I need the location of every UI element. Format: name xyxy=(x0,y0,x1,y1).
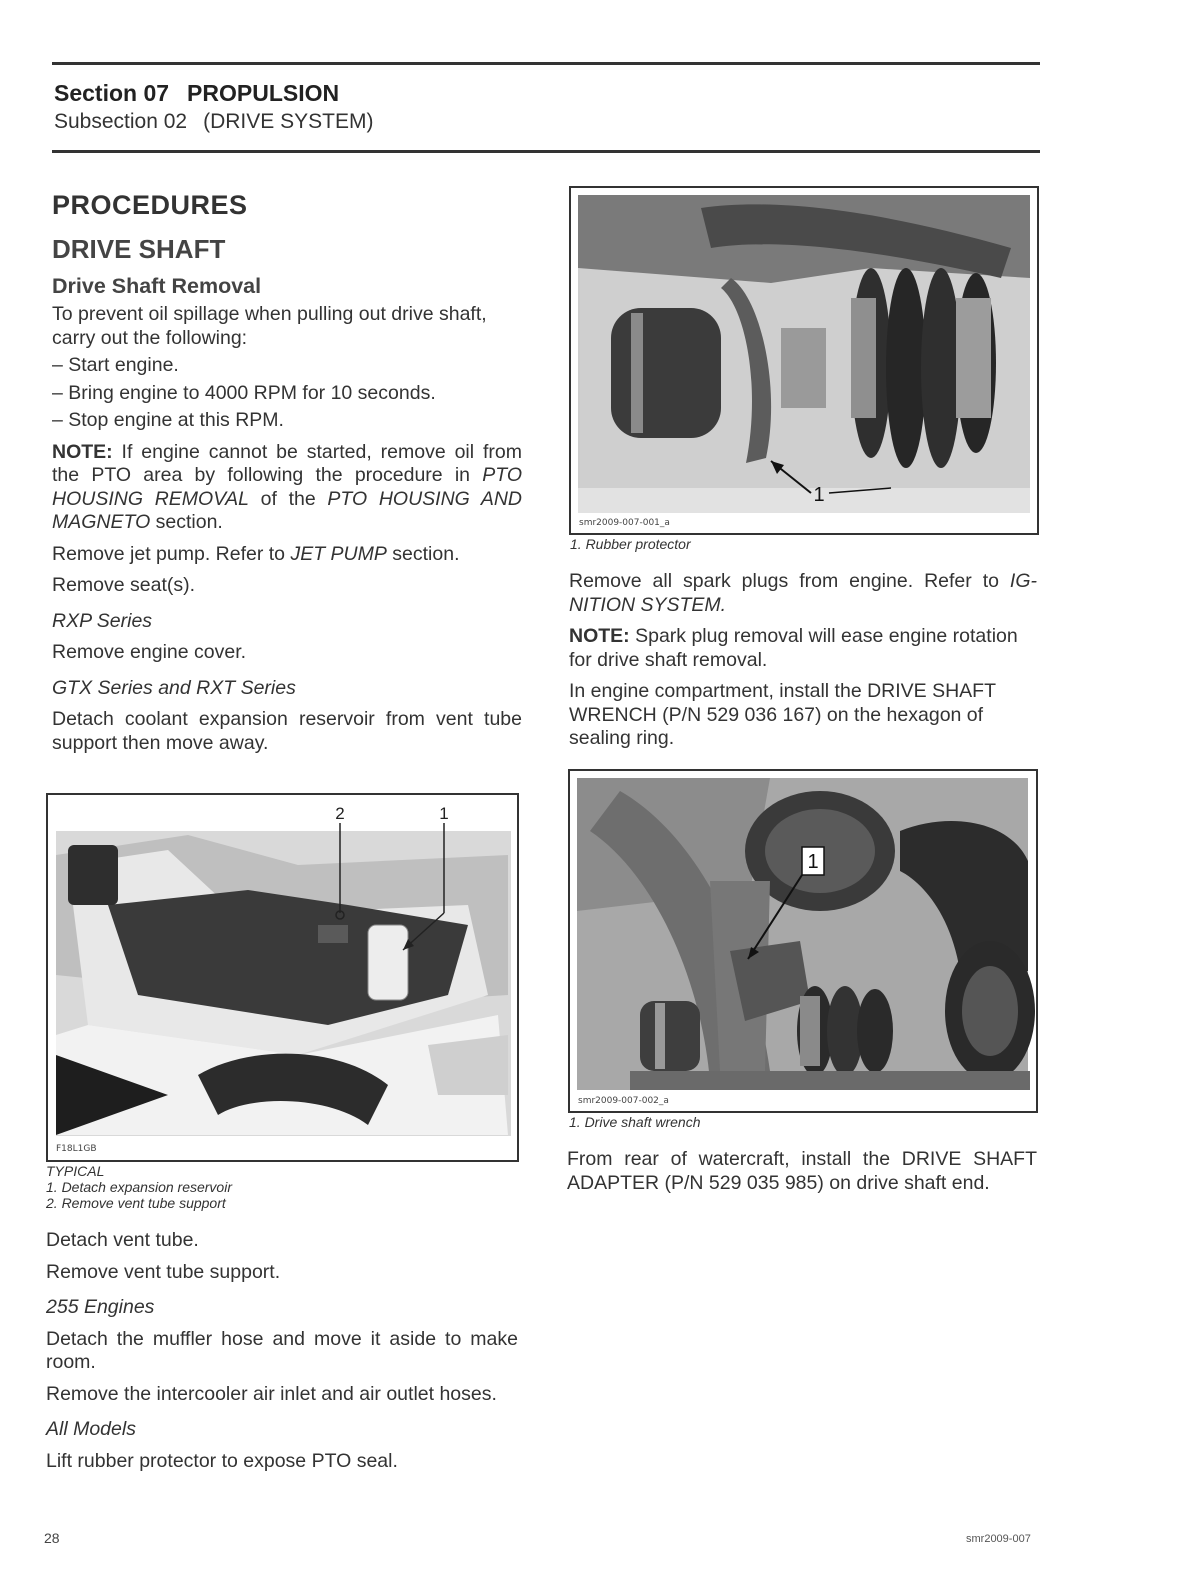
ignition-system-ref: IG-NITION SYSTEM. xyxy=(569,570,1037,616)
remove-seats: Remove seat(s). xyxy=(52,574,196,596)
page-number: 28 xyxy=(44,1530,60,1546)
detach-coolant: Detach coolant expansion reservoir from vent tube support then move away. xyxy=(52,708,522,754)
figure2-callout-1: 1 xyxy=(813,484,825,506)
figure3-callout-1: 1 xyxy=(807,851,819,873)
subsection-title: (DRIVE SYSTEM) xyxy=(203,110,374,133)
footer-doc-id: smr2009-007 xyxy=(966,1533,1031,1545)
remove-intercooler: Remove the intercooler air inlet and air outlet hoses. xyxy=(46,1382,497,1405)
right-column-bottom xyxy=(567,1148,1037,1195)
note-text: of the xyxy=(248,487,328,510)
drive-shaft-removal-heading: Drive Shaft Removal xyxy=(52,274,262,298)
figure3-caption xyxy=(569,1114,1035,1130)
figure-engine-compartment xyxy=(46,793,519,1162)
section-heading xyxy=(54,80,357,107)
gtx-rxt-series-heading: GTX Series and RXT Series xyxy=(52,676,296,699)
note-label: NOTE: xyxy=(52,440,113,463)
jet-pump-paragraph xyxy=(52,543,522,567)
figure2-caption xyxy=(570,536,1036,552)
figure3-id: smr2009-007-002_a xyxy=(578,1096,669,1106)
drive-shaft-wrench-photo xyxy=(570,771,1036,1111)
figure1-caption-item: 1. Detach expansion reservoir xyxy=(46,1179,232,1195)
left-column-top xyxy=(52,190,522,755)
figure1-caption-item: 2. Remove vent tube support xyxy=(46,1195,226,1211)
note-text: If engine cannot be started, remove oil from the PTO area by following the procedure in xyxy=(52,440,522,486)
note-text: section. xyxy=(150,511,223,533)
header-top-rule xyxy=(52,62,1040,65)
engines-255-heading: 255 Engines xyxy=(46,1296,155,1318)
figure1-caption-title: TYPICAL xyxy=(46,1163,105,1179)
figure3-caption-item: 1. Drive shaft wrench xyxy=(569,1114,701,1130)
spark-text: Remove all spark plugs from engine. Refer to xyxy=(569,570,1010,592)
section-title: PROPULSION xyxy=(187,80,340,106)
jet-pump-ref: JET PUMP xyxy=(290,542,387,565)
drive-shaft-heading: DRIVE SHAFT xyxy=(52,234,226,264)
figure2-id: smr2009-007-001_a xyxy=(579,518,670,528)
note-ref-pto-removal: PTO HOUSING REMOVAL xyxy=(52,464,522,510)
wrench-paragraph: In engine compartment, install the DRIVE SHAFT WRENCH (P/N 529 036 167) on the hexagon of sealing ring. xyxy=(569,680,996,749)
section-number: Section 07 xyxy=(54,80,170,106)
step-item: – Stop engine at this RPM. xyxy=(52,409,284,431)
figure1-caption xyxy=(46,1163,515,1211)
remove-vent-support: Remove vent tube support. xyxy=(46,1260,281,1283)
spark-plug-paragraph xyxy=(569,570,1037,617)
engine-compartment-photo xyxy=(48,795,517,1160)
detach-muffler: Detach the muffler hose and move it aside to make room. xyxy=(46,1327,518,1373)
figure-rubber-protector xyxy=(569,186,1039,535)
all-models-heading: All Models xyxy=(46,1418,136,1440)
figure2-caption-item: 1. Rubber protector xyxy=(570,536,691,552)
step-item: – Start engine. xyxy=(52,354,179,376)
jet-pump-tail: section. xyxy=(386,542,460,565)
note-paragraph xyxy=(52,441,522,535)
note-ref-pto-magneto: PTO HOUSING AND MAGNETO xyxy=(52,487,522,533)
header-bottom-rule xyxy=(52,150,1040,153)
intro-paragraph: To prevent oil spillage when pulling out drive shaft, carry out the following: xyxy=(52,303,487,349)
step-item: – Bring engine to 4000 RPM for 10 seconds. xyxy=(52,381,436,404)
adapter-paragraph: From rear of watercraft, install the DRIVE SHAFT ADAPTER (P/N 529 035 985) on drive shaft end. xyxy=(567,1148,1037,1194)
figure1-callout-2: 2 xyxy=(335,804,345,823)
figure-drive-shaft-wrench xyxy=(568,769,1038,1113)
lift-protector: Lift rubber protector to expose PTO seal. xyxy=(46,1449,398,1472)
figure1-callout-1: 1 xyxy=(439,804,449,823)
subsection-heading xyxy=(54,110,389,134)
right-note-paragraph xyxy=(569,625,1037,672)
jet-pump-text: Remove jet pump. Refer to xyxy=(52,542,291,565)
rxp-series-heading: RXP Series xyxy=(52,609,153,632)
note-label: NOTE: xyxy=(569,625,630,647)
rubber-protector-photo xyxy=(571,188,1037,533)
note-text: Spark plug removal will ease engine rotation for drive shaft removal. xyxy=(569,625,1018,671)
subsection-number: Subsection 02 xyxy=(54,110,188,133)
procedures-heading: PROCEDURES xyxy=(52,190,248,220)
right-column-top xyxy=(569,570,1037,751)
left-column-bottom xyxy=(46,1229,518,1473)
detach-vent-tube: Detach vent tube. xyxy=(46,1229,199,1251)
figure1-id: F18L1GB xyxy=(56,1144,97,1154)
remove-engine-cover: Remove engine cover. xyxy=(52,641,247,663)
